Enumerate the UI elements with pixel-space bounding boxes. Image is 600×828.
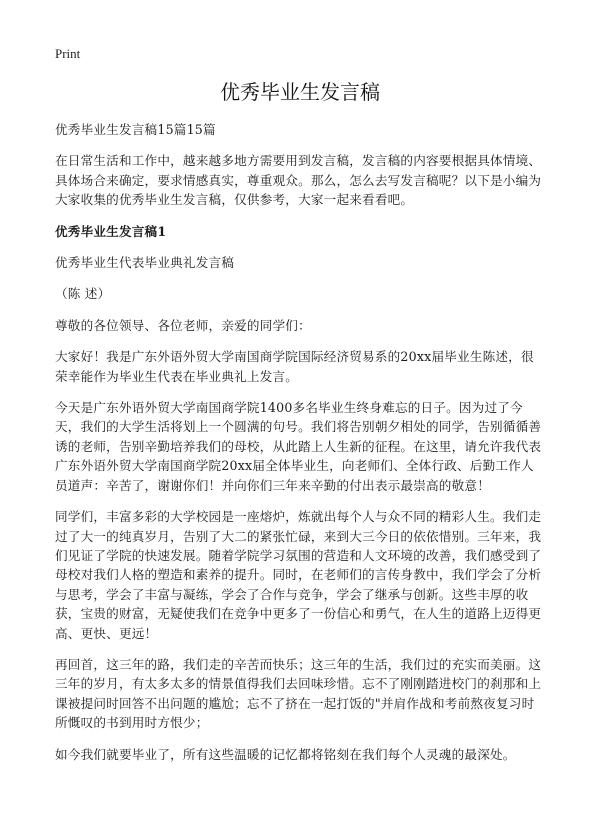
article-subtitle: 优秀毕业生发言稿15篇15篇 (55, 122, 216, 137)
body-paragraph: 大家好！我是广东外语外贸大学南国商学院国际经济贸易系的20xx届毕业生陈述，很荣幸能作为毕业生代表在毕业典礼上发言。 (55, 349, 534, 384)
body-paragraph: 再回首，这三年的路，我们走的辛苦而快乐；这三年的生活，我们过的充实而美丽。这三年的岁月，有太多太多的情景值得我们去回味珍惜。忘不了刚刚踏进校门的刹那和上课被提问时回答不出问题的尴尬；忘不了挤在一起打饭的"并肩作战和考前熬夜复习时所慨叹的书到用时方恨少； (55, 656, 542, 731)
section-heading: 优秀毕业生发言稿1 (55, 223, 167, 239)
speaker-name: （陈 述） (55, 286, 111, 302)
article-body (55, 120, 545, 776)
greeting: 尊敬的各位领导、各位老师，亲爱的同学们： (55, 317, 311, 333)
body-paragraph: 今天是广东外语外贸大学南国商学院1400多名毕业生终身难忘的日子。因为过了今天，我们的大学生活将划上一个圆满的句号。我们将告别朝夕相处的同学，告别循循善诱的老师，告别辛勤培养我们的母校，从此踏上人生新的征程。在这里，请允许我代表广东外语外贸大学南国商学院20xx届全体毕业生，向老师们、全体行政、后勤工作人员道声：辛苦了，谢谢你们！并向你们三年来辛勤的付出表示最崇高的敬意！ (55, 400, 542, 493)
body-paragraph: 同学们，丰富多彩的大学校园是一座熔炉，炼就出每个人与众不同的精彩人生。我们走过了大一的纯真岁月，告别了大二的紧张忙碌，来到大三今日的依依惜别。三年来，我们见证了学院的快速发展。随着学院学习氛围的营造和人文环境的改善，我们感受到了母校对我们人格的塑造和素养的提升。同时，在老师们的言传身教中，我们学会了分析与思考，学会了丰富与凝练，学会了合作与竞争，学会了继承与创新。这些丰厚的收获，宝贵的财富，无疑使我们在竞争中更多了一份信心和勇气，在人生的道路上迈得更高、更快、更远！ (55, 509, 542, 641)
intro-paragraph: 在日常生活和工作中，越来越多地方需要用到发言稿，发言稿的内容要根据具体情境、具体场合来确定，要求情感真实，尊重观众。那么，怎么去写发言稿呢？以下是小编为大家收集的优秀毕业生发言稿，仅供参考，大家一起来看看吧。 (55, 153, 542, 208)
body-paragraph: 如今我们就要毕业了，所有这些温暖的记忆都将铭刻在我们每个人灵魂的最深处。 (55, 746, 516, 762)
print-link[interactable]: Print (55, 46, 81, 61)
page-title: 优秀毕业生发言稿 (220, 80, 380, 104)
speech-title: 优秀毕业生代表毕业典礼发言稿 (55, 255, 235, 271)
